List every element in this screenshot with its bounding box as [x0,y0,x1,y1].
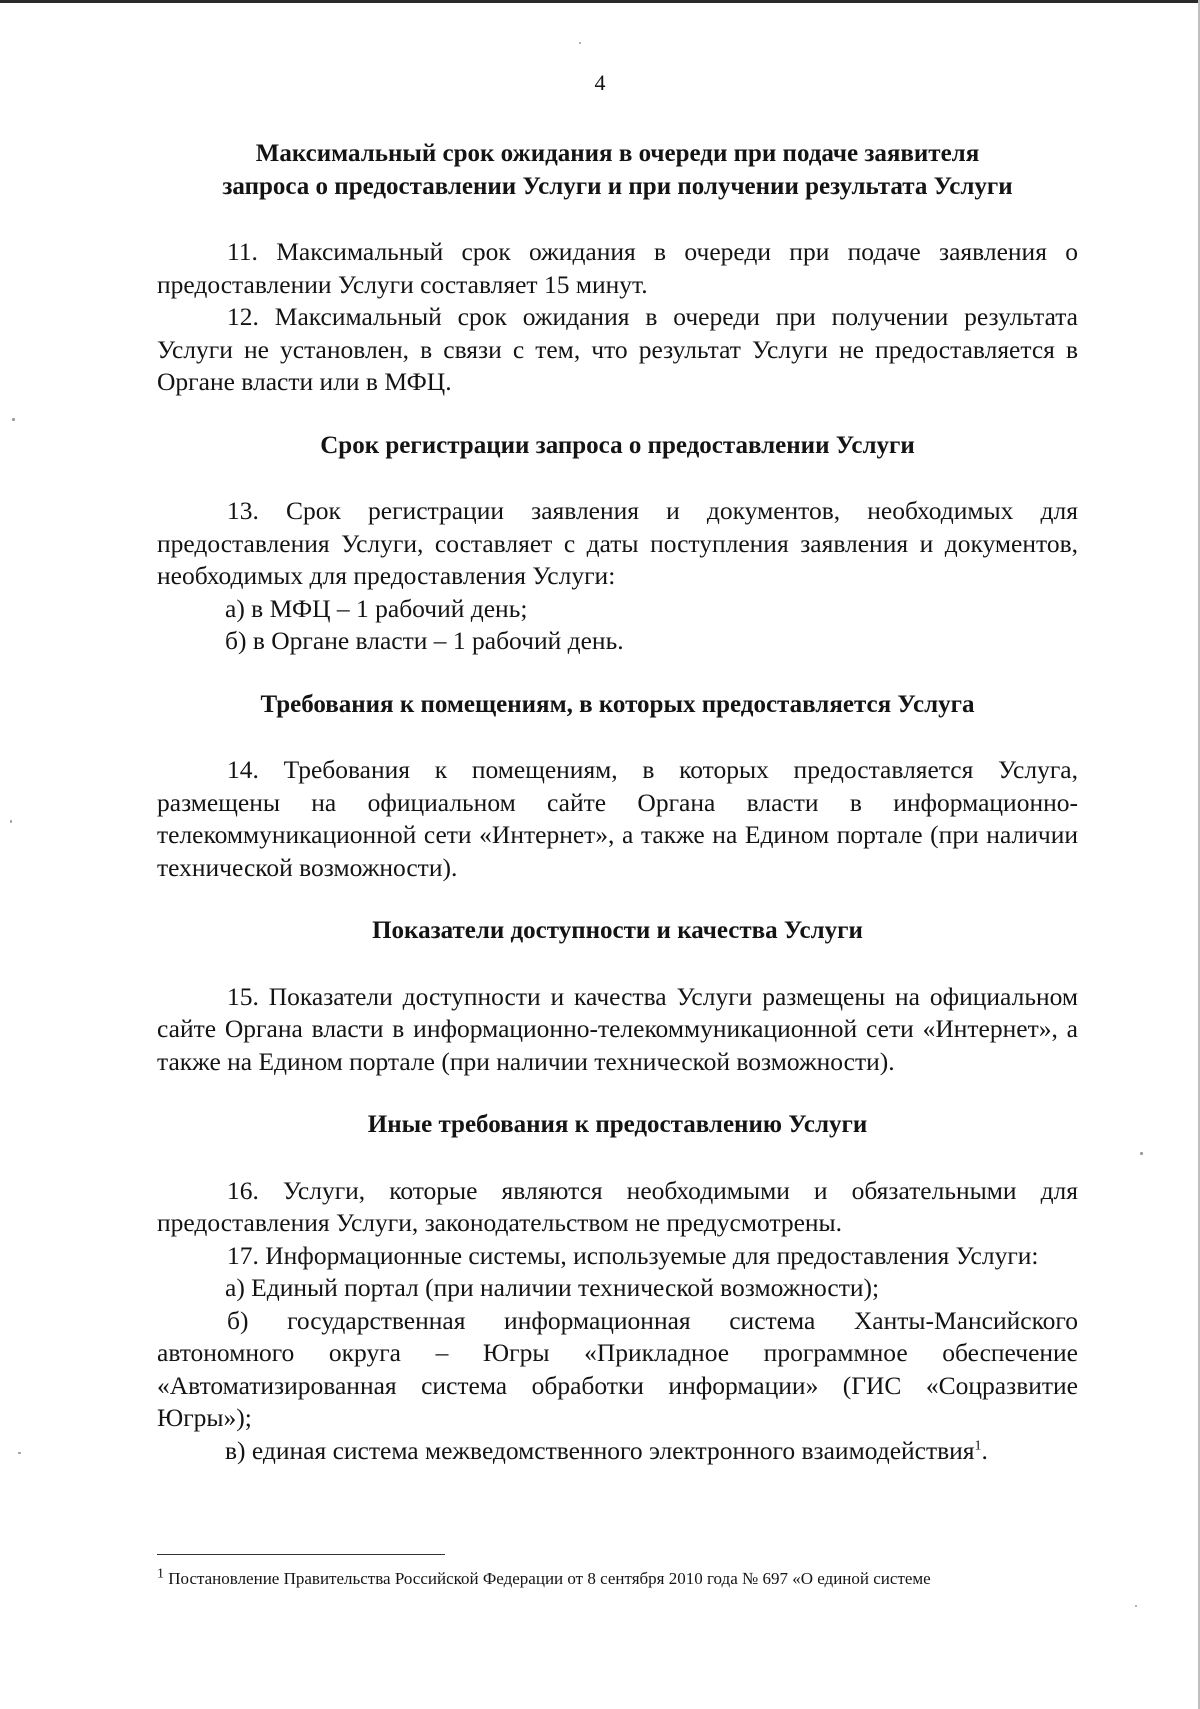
paragraph-16: 16. Услуги, которые являются необходимыми и обязательными для предоставления Услуги, законодательством не предусмотрены. [157,1175,1078,1237]
heading-max-wait-line-1: Максимальный срок ожидания в очереди при подаче заявителя [255,140,980,167]
heading-max-wait-line-2: запроса о предоставлении Услуги и при получении результата Услуги [222,172,1013,200]
scan-speck [579,42,581,44]
document-body [157,138,1078,1467]
footnote [157,1568,1078,1590]
scan-speck [18,1452,21,1454]
paragraph-11: 11. Максимальный срок ожидания в очереди при подаче заявления о предоставлении Услуги составляет 15 минут. [157,237,1078,299]
page-number: 4 [594,70,606,95]
paragraph-17-a: а) Единый портал (при наличии технической возможности); [225,1273,880,1302]
scan-speck [12,418,15,421]
paragraph-17-c-text: в) единая система межведомственного электронного взаимодействия [225,1435,975,1465]
heading-other-requirements: Иные требования к предоставлению Услуги [367,1111,868,1138]
paragraph-17-c-period: . [981,1435,988,1465]
footnote-separator [157,1554,445,1555]
scan-speck [1135,1605,1137,1607]
scan-speck [10,820,12,823]
paragraph-17-c [157,1435,1078,1468]
paragraph-13: 13. Срок регистрации заявления и документов, необходимых для предоставления Услуги, составляет с даты поступления заявления и документов, необходимых для предоставления Услуги: [157,496,1078,590]
heading-max-wait [157,138,1078,203]
footnote-marker: 1 [157,1566,164,1582]
heading-accessibility-indicators: Показатели доступности и качества Услуги [372,917,863,944]
paragraph-17-b: б) государственная информационная система Ханты-Мансийского автономного округа – Югры «Прикладное программное обеспечение «Автоматизированная система обработки информации» (ГИС «Соцразвитие Югры»); [157,1305,1078,1432]
paragraph-17: 17. Информационные системы, используемые для предоставления Услуги: [227,1240,1039,1270]
paragraph-14: 14. Требования к помещениям, в которых предоставляется Услуга, размещены на официальном сайте Органа власти в информационно-телекоммуникационной сети «Интернет», а также на Едином портале (при наличии технической возможности). [157,755,1078,882]
paragraph-13-a: а) в МФЦ – 1 рабочий день; [225,593,528,623]
footnote-text: Постановление Правительства Российской Федерации от 8 сентября 2010 года № 697 «О единой системе [168,1569,931,1588]
footnote-reference[interactable]: 1 [974,1438,982,1453]
paragraph-12: 12. Максимальный срок ожидания в очереди при получении результата Услуги не установлен, в связи с тем, что результат Услуги не предоставляется в Органе власти или в МФЦ. [157,302,1078,396]
paragraph-15: 15. Показатели доступности и качества Услуги размещены на официальном сайте Органа власти в информационно-телекоммуникационной сети «Интернет», а также на Едином портале (при наличии технической возможности). [157,981,1078,1076]
scan-speck [1140,1152,1143,1155]
heading-premises-requirements: Требования к помещениям, в которых предоставляется Услуга [260,690,975,718]
paragraph-13-b: б) в Органе власти – 1 рабочий день. [225,626,624,655]
heading-registration-term: Срок регистрации запроса о предоставлении Услуги [320,431,915,459]
scan-top-edge [0,0,1200,3]
